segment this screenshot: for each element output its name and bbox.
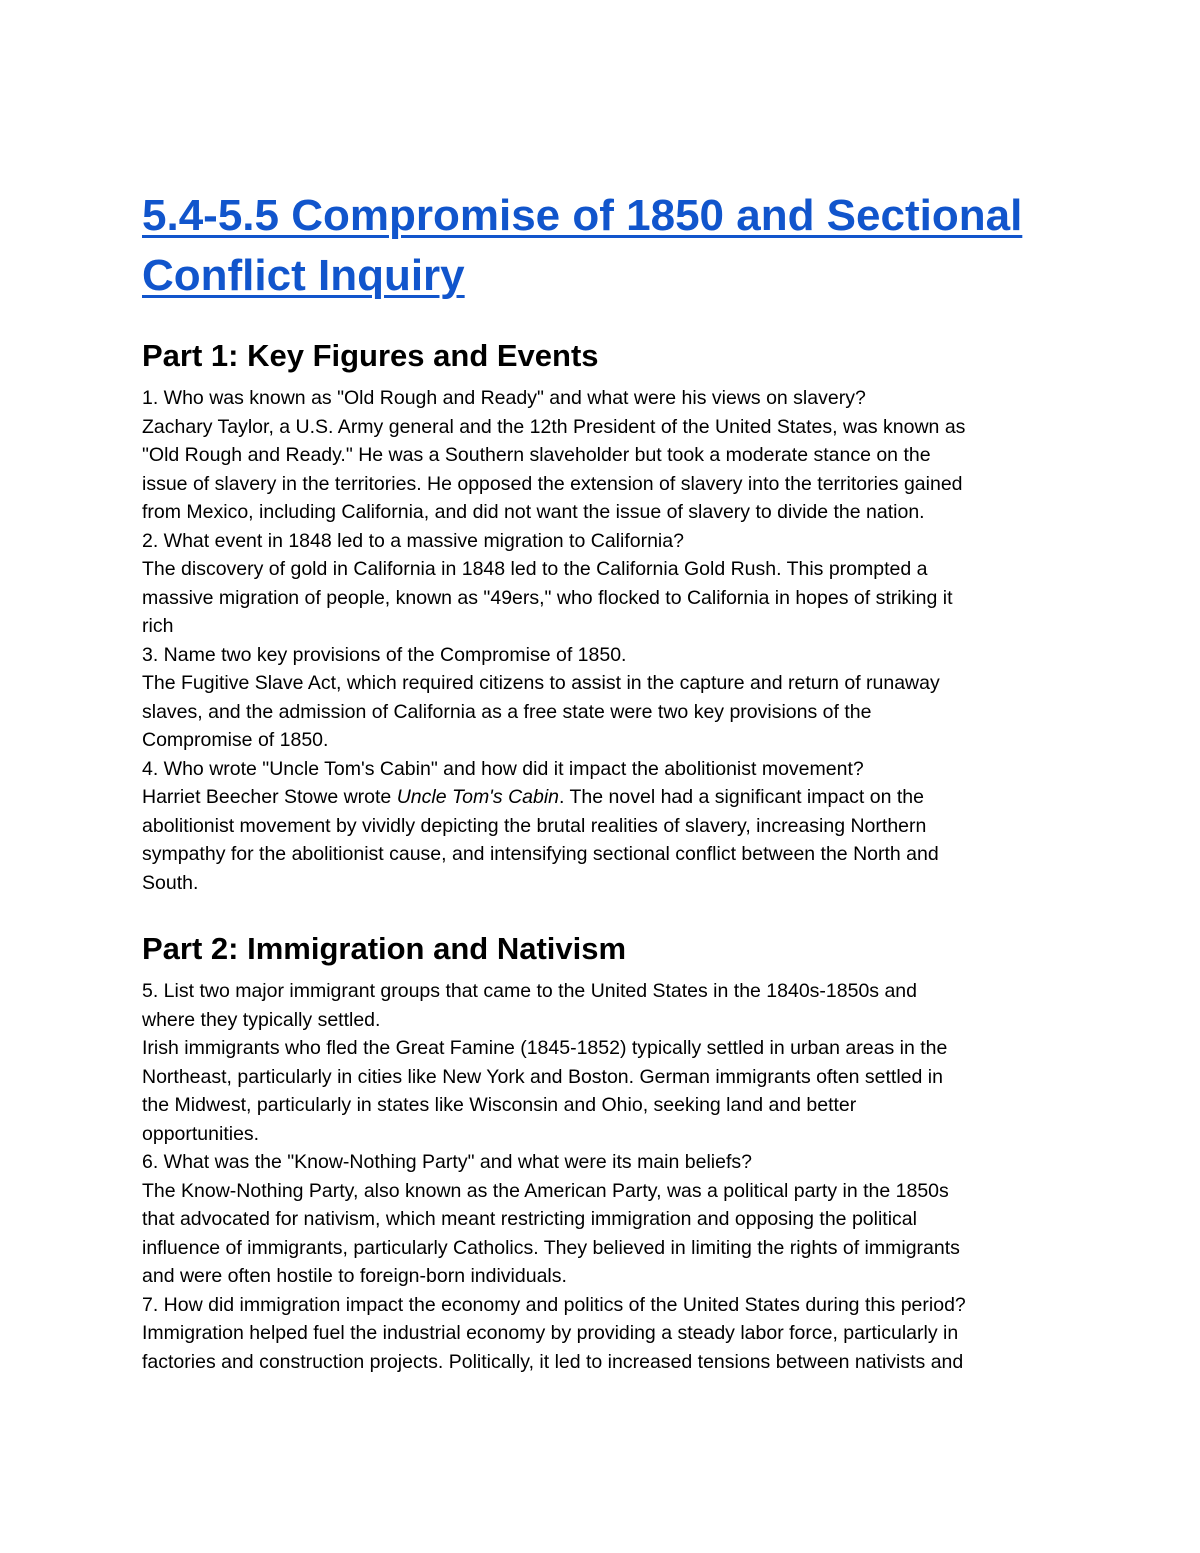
answer-3-line: Compromise of 1850. xyxy=(142,729,329,751)
question-6: 6. What was the "Know-Nothing Party" and what were its main beliefs? xyxy=(142,1151,752,1173)
answer-4-line: abolitionist movement by vividly depicting the brutal realities of slavery, increasing Northern xyxy=(142,814,927,837)
book-title-italic: Uncle Tom's Cabin xyxy=(396,786,560,808)
question-3: 3. Name two key provisions of the Compromise of 1850. xyxy=(142,643,627,666)
answer-4-line xyxy=(142,783,1060,812)
answer-1-line: Zachary Taylor, a U.S. Army general and the 12th President of the United States, was known as xyxy=(142,415,966,438)
answer-4-text: Harriet Beecher Stowe wrote xyxy=(142,786,397,808)
answer-6-line: and were often hostile to foreign-born individuals. xyxy=(142,1265,567,1287)
answer-4-text: . The novel had a significant impact on the xyxy=(559,786,924,808)
document-page xyxy=(142,186,1060,1376)
part-1-body xyxy=(142,384,1060,897)
answer-5-line: the Midwest, particularly in states like Wisconsin and Ohio, seeking land and better xyxy=(142,1094,857,1116)
answer-5-line: opportunities. xyxy=(142,1122,260,1145)
answer-5-line: Northeast, particularly in cities like New York and Boston. German immigrants often settled in xyxy=(142,1065,943,1088)
answer-7-line: factories and construction projects. Politically, it led to increased tensions between nativists and xyxy=(142,1350,964,1373)
answer-1-line: "Old Rough and Ready." He was a Southern slaveholder but took a moderate stance on the xyxy=(142,444,931,466)
answer-1-line: issue of slavery in the territories. He opposed the extension of slavery into the territories gained xyxy=(142,472,963,495)
answer-6-line: The Know-Nothing Party, also known as the American Party, was a political party in the 1850s xyxy=(142,1179,949,1202)
document-title-link[interactable] xyxy=(142,186,1060,306)
question-2: 2. What event in 1848 led to a massive migration to California? xyxy=(142,529,684,552)
answer-1-line: from Mexico, including California, and did not want the issue of slavery to divide the nation. xyxy=(142,501,925,523)
part-2-heading: Part 2: Immigration and Nativism xyxy=(142,931,627,966)
part-1-heading: Part 1: Key Figures and Events xyxy=(142,338,599,373)
title-line: Conflict Inquiry xyxy=(142,251,465,300)
answer-2-line: rich xyxy=(142,615,174,637)
question-5: 5. List two major immigrant groups that came to the United States in the 1840s-1850s and xyxy=(142,980,918,1002)
question-4: 4. Who wrote "Uncle Tom's Cabin" and how did it impact the abolitionist movement? xyxy=(142,757,864,780)
answer-3-line: The Fugitive Slave Act, which required citizens to assist in the capture and return of runaway xyxy=(142,672,940,694)
answer-5-line: Irish immigrants who fled the Great Famine (1845-1852) typically settled in urban areas in the xyxy=(142,1037,948,1059)
answer-6-line: that advocated for nativism, which meant restricting immigration and opposing the political xyxy=(142,1208,917,1230)
part-1-section xyxy=(142,336,1060,897)
answer-4-line: South. xyxy=(142,871,199,894)
title-line: 5.4-5.5 Compromise of 1850 and Sectional xyxy=(142,191,1023,240)
answer-4-line: sympathy for the abolitionist cause, and intensifying sectional conflict between the North and xyxy=(142,843,939,865)
answer-3-line: slaves, and the admission of California as a free state were two key provisions of the xyxy=(142,700,872,723)
answer-6-line: influence of immigrants, particularly Catholics. They believed in limiting the rights of immigrants xyxy=(142,1236,960,1259)
part-2-body xyxy=(142,977,1060,1376)
question-7: 7. How did immigration impact the economy and politics of the United States during this period? xyxy=(142,1293,966,1316)
answer-2-line: massive migration of people, known as "49ers," who flocked to California in hopes of striking it xyxy=(142,586,953,609)
part-2-section xyxy=(142,929,1060,1376)
answer-2-line: The discovery of gold in California in 1848 led to the California Gold Rush. This prompted a xyxy=(142,558,928,580)
answer-7-line: Immigration helped fuel the industrial economy by providing a steady labor force, particularly in xyxy=(142,1322,959,1344)
question-1: 1. Who was known as "Old Rough and Ready" and what were his views on slavery? xyxy=(142,387,866,409)
question-5: where they typically settled. xyxy=(142,1008,381,1031)
